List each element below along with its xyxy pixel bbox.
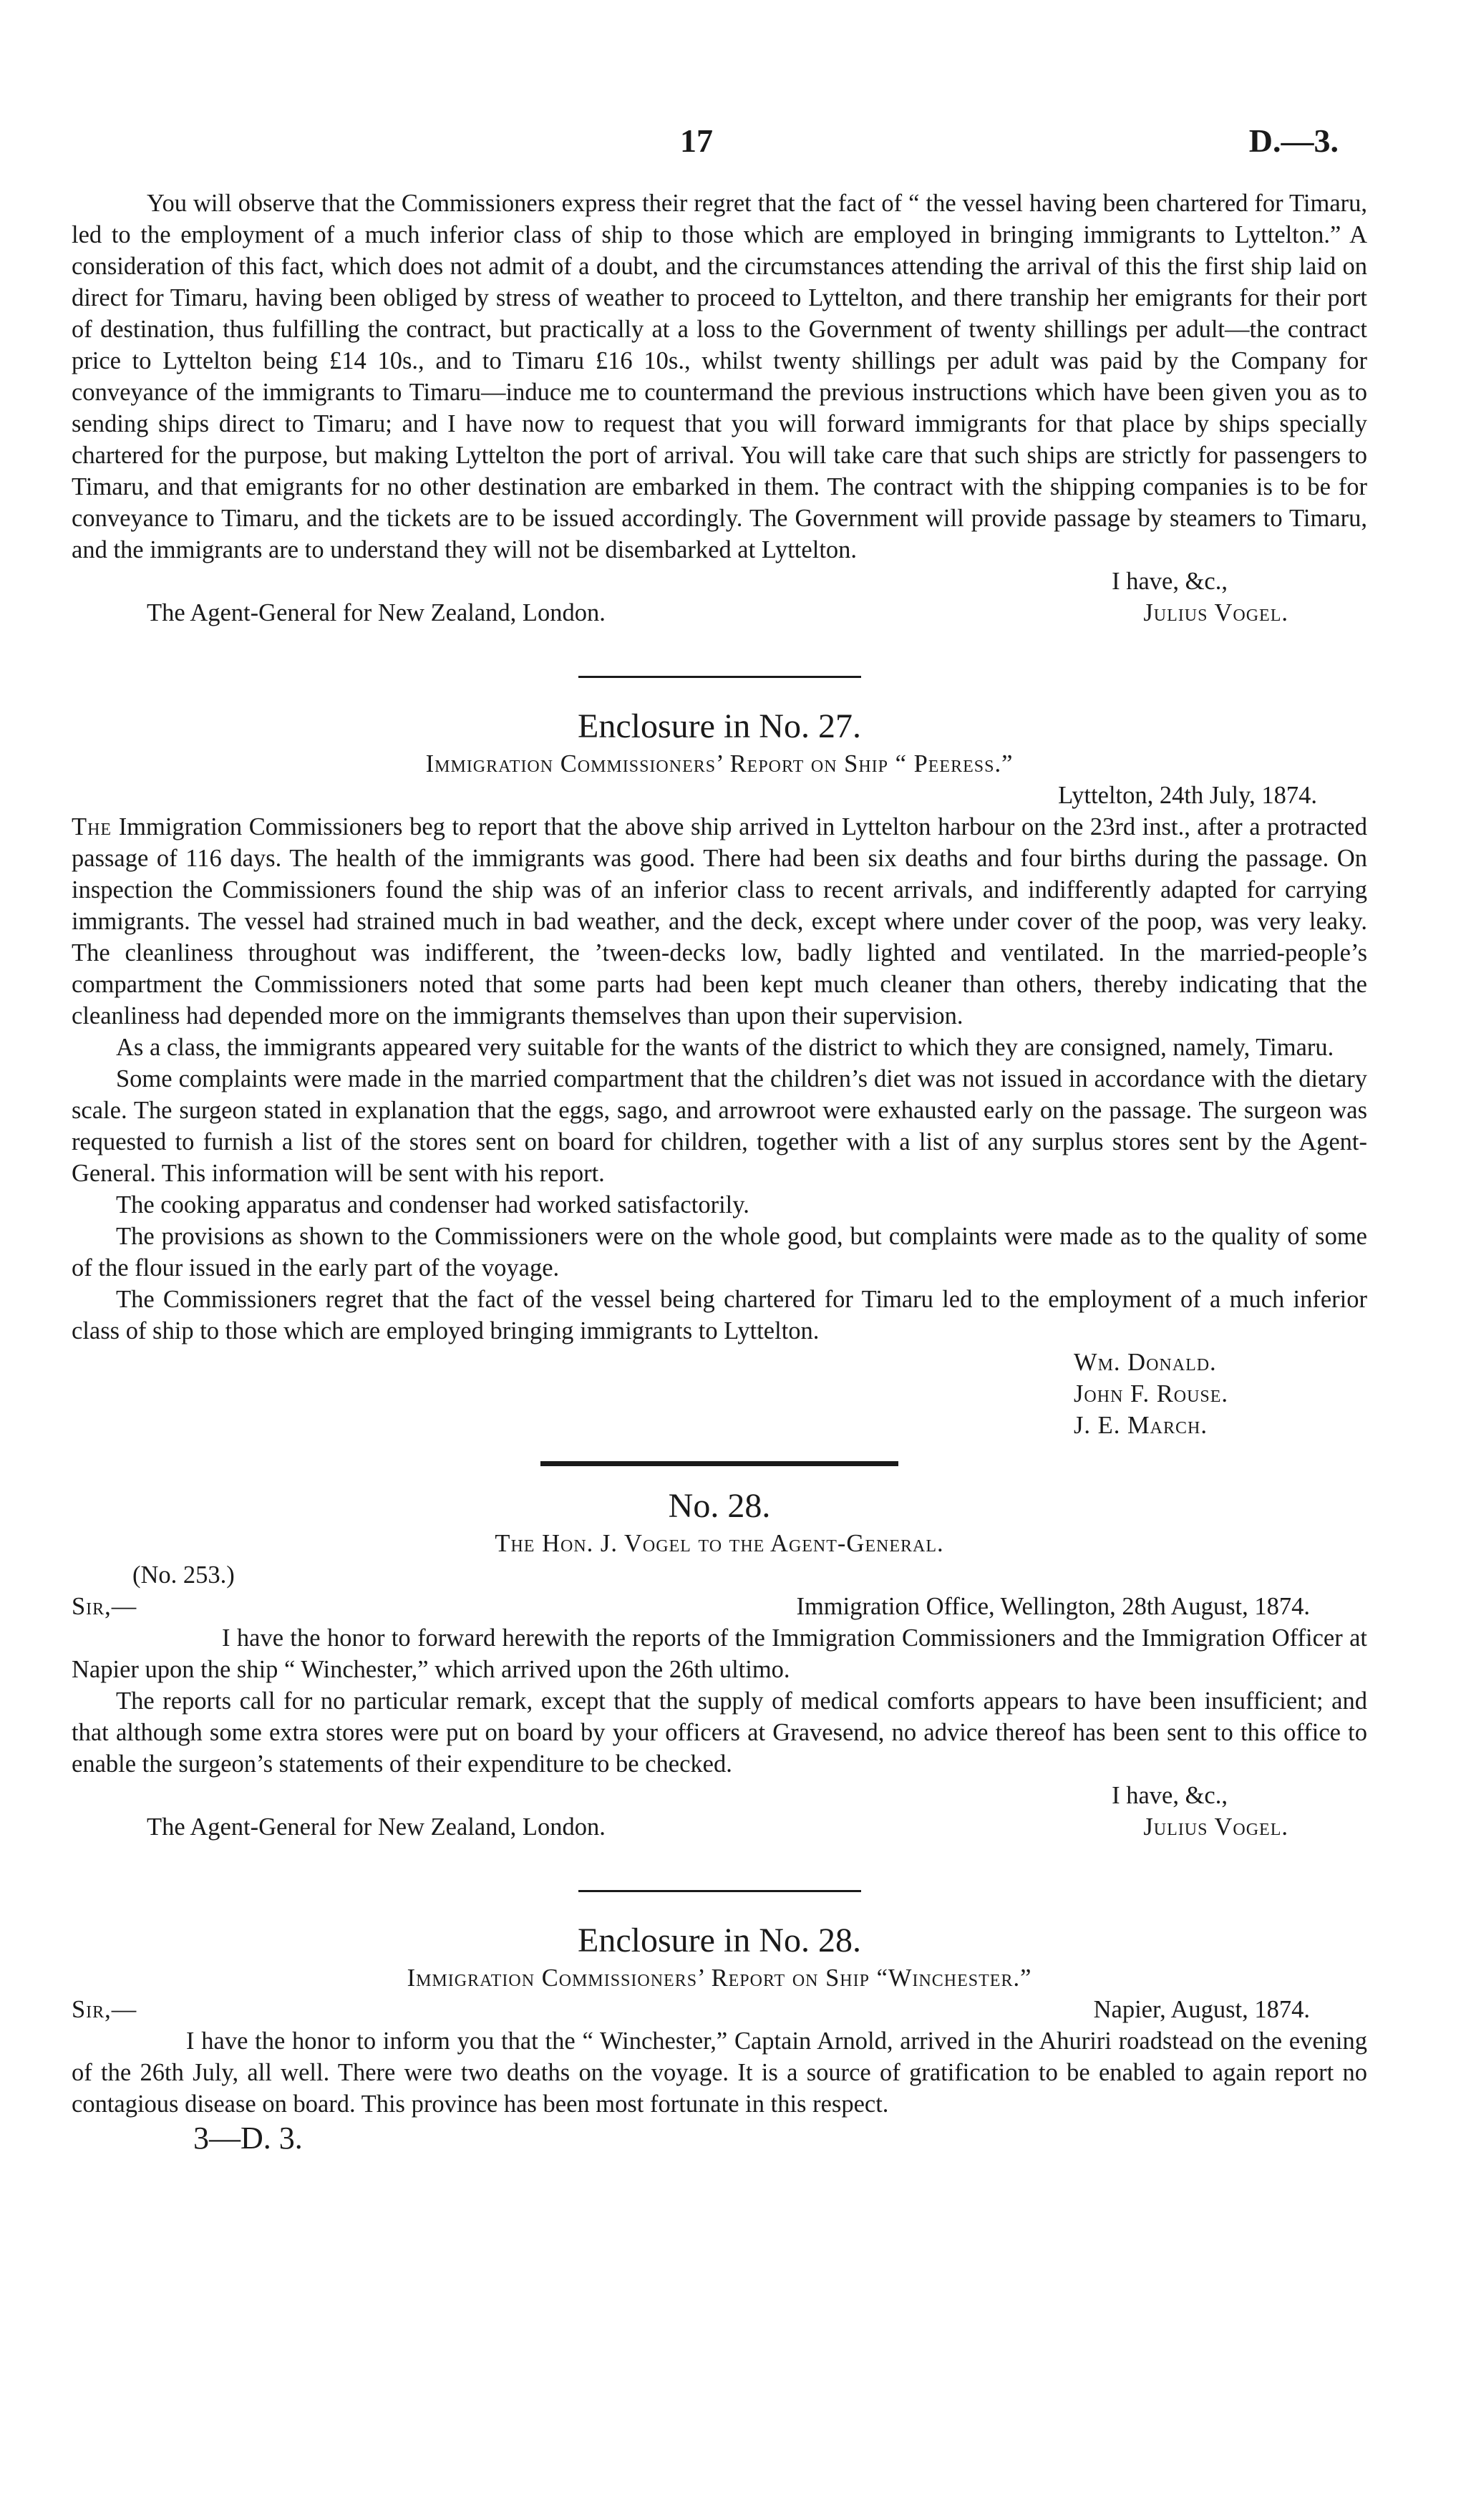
opening-paragraph: You will observe that the Commissioners express their regret that the fact of “ the vessel having been chartered for Timaru, led to the employment of a much inferior class of ship to those which are employed in bringing immigrants to Lyttelton.” A consideration of this fact, which does not admit of a doubt, and the circumstances attending the arrival of this the first ship laid on direct for Timaru, having been obliged by stress of weather to proceed to Lyttelton, and there tranship her emigrants for their port of destination, thus fulfilling the contract, but practically at a loss to the Government of twenty shillings per adult—the contract price to Lyttelton being £14 10s., and to Timaru £16 10s., whilst twenty shillings per adult was paid by the Company for conveyance of the immigrants to Timaru—induce me to countermand the previous instructions which have been given you as to sending ships direct to Timaru; and I have now to request that you will forward immigrants for that place by ships specially chartered for the purpose, but making Lyttelton the port of arrival. You will take care that such ships are strictly for passengers to Timaru, and that emigrants for no other destination are embarked in them. The contract with the shipping companies is to be for conveyance to Timaru, and the tickets are to be issued accordingly. The Government will provide passage by steamers to Timaru, and the immigrants are to understand they will not be disembarked at Lyttelton. [72,190,1367,563]
enclosure-28-heading: Enclosure in No. 28. [578,1922,861,1959]
enclosure-27-paragraph: Some complaints were made in the married compartment that the children’s diet was not issued in accordance with the dietary scale. The surgeon stated in explanation that the eggs, sago, and arrowroot were exhausted early on the passage. The surgeon was requested to furnish a list of the stores sent on board for children, together with a list of any surplus stores sent by the Agent-General. This information will be sent with his report. [72,1065,1367,1187]
enclosure-27-paragraph [72,811,1367,1032]
enclosure-27-place-date: Lyttelton, 24th July, 1874. [1058,782,1317,809]
salutation: Sir,— [72,1996,137,2023]
signatory: John F. Rouse. [1074,1380,1229,1407]
no-28-subheading: The Hon. J. Vogel to the Agent-General. [495,1530,944,1557]
place-date: Napier, August, 1874. [1093,1996,1310,2023]
salutation: Sir,— [72,1593,137,1620]
section-divider [540,1461,898,1466]
page-body [72,188,1367,2157]
document-reference: D.—3. [1248,122,1339,159]
signatory: J. E. March. [1074,1412,1208,1439]
lead-word: The [72,813,112,840]
enclosure-28-paragraph: I have the honor to inform you that the “ Winchester,” Captain Arnold, arrived in the Ahuriri roadstead on the evening of the 26th July, all well. There were two deaths on the voyage. It is a source of gratification to be enabled to again report no contagious disease on board. This province has been most fortunate in this respect. [72,2027,1367,2118]
enclosure-27-signatories [72,1347,1367,1441]
signature: Julius Vogel. [1143,1813,1288,1841]
enclosure-27-paragraph: As a class, the immigrants appeared very suitable for the wants of the district to which they are consigned, namely, Timaru. [116,1034,1334,1061]
no-28-reference: (No. 253.) [132,1561,235,1589]
sheet-reference: 3—D. 3. [193,2121,303,2156]
enclosure-27-paragraph: The Commissioners regret that the fact of the vessel being chartered for Timaru led to the employment of a much inferior class of ship to those which are employed bringing immigrants to Lyttelton. [72,1286,1367,1344]
no-28-heading: No. 28. [668,1487,771,1525]
no-28-paragraph: The reports call for no particular remark, except that the supply of medical comforts appears to have been insufficient; and that although some extra stores were put on board by your officers at Gravesend, no advice thereof has been sent to this office to enable the surgeon’s statements of their expenditure to be checked. [72,1687,1367,1778]
enclosure-27-subheading: Immigration Commissioners’ Report on Ship “ Peeress.” [425,750,1014,777]
no-28-paragraph: I have the honor to forward herewith the reports of the Immigration Commissioners and the Immigration Officer at Napier upon the ship “ Winchester,” which arrived upon the 26th ultimo. [72,1624,1367,1683]
closing-phrase: I have, &c., [1112,568,1228,595]
signatory: Wm. Donald. [1074,1349,1217,1376]
paragraph-text: Immigration Commissioners beg to report that the above ship arrived in Lyttelton harbour on the 23rd inst., after a protracted passage of 116 days. The health of the immigrants was good. There had been six deaths and four births during the passage. On inspection the Commissioners found the ship was of an inferior class to recent arrivals, and indifferently adapted for carrying immigrants. The vessel had strained much in bad weather, and the deck, except where under cover of the poop, was very leaky. The cleanliness throughout was indifferent, the ’tween-decks low, badly lighted and ventilated. In the married-people’s compartment the Commissioners noted that some parts had been kept much cleaner than others, thereby indicating that the cleanliness had depended more on the immigrants themselves than upon their supervision. [72,813,1367,1029]
enclosure-28-salutation-line [72,1994,1367,2025]
closing-phrase: I have, &c., [1112,1782,1228,1809]
enclosure-27-heading: Enclosure in No. 27. [578,707,861,745]
enclosure-27-paragraph: The cooking apparatus and condenser had worked satisfactorily. [116,1191,749,1218]
signature: Julius Vogel. [1143,599,1288,626]
no-28-salutation-line [72,1591,1367,1622]
enclosure-28-subheading: Immigration Commissioners’ Report on Ship “Winchester.” [407,1964,1032,1992]
page-number: 17 [680,122,713,159]
addressee: The Agent-General for New Zealand, London. [147,1813,606,1841]
no-28-signoff [72,1780,1367,1843]
opening-signoff [72,566,1367,629]
addressee: The Agent-General for New Zealand, London. [147,599,606,626]
enclosure-27-paragraph: The provisions as shown to the Commissioners were on the whole good, but complaints were made as to the quality of some of the flour issued in the early part of the voyage. [72,1223,1367,1281]
place-date: Immigration Office, Wellington, 28th August, 1874. [796,1593,1310,1620]
